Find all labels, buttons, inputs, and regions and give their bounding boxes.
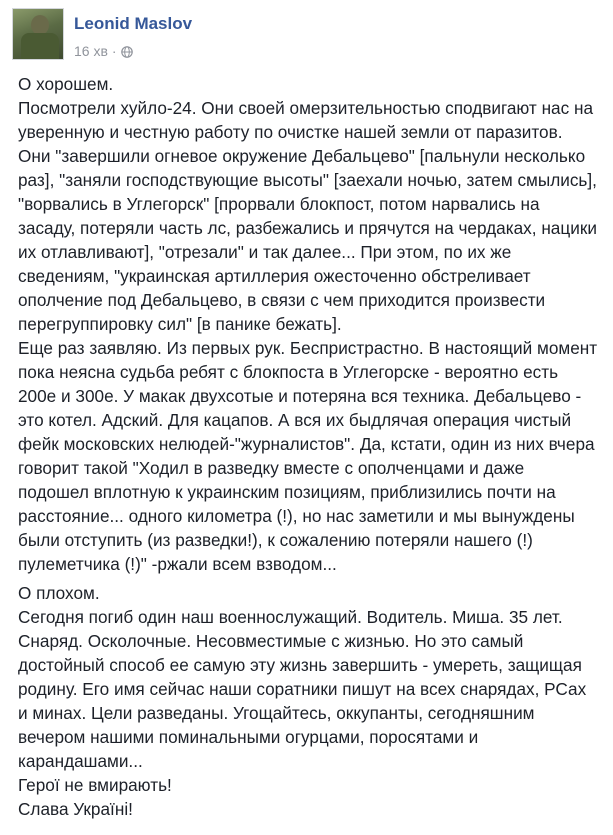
- post-meta: [74, 43, 133, 61]
- separator-dot: ·: [111, 43, 117, 59]
- post-paragraph-good: О хорошем. Посмотрели хуйло-24. Они своей омерзительностью сподвигают нас на уверенную и честную работу по очистке нашей земли от паразитов. Они "завершили огневое окружение Дебальцево" [пальнули несколько раз], "заняли господствующие высоты" [заехали ночью, затем смылись], "ворвались в Углегорск" [прорвали блокпост, потом нарвались на засаду, потеряли часть лс, разбежались и прячутся на чердаках, нацики их отлавливают], "отрезали" и так далее... При этом, по их же сведениям, "украинская артиллерия ожесточенно обстреливает ополчение под Дебальцево, в связи с чем приходится произвести перегруппировку сил" [в панике бежать]. Еще раз заявляю. Из первых рук. Беспристрастно. В настоящий момент пока неясна судьба ребят с блокпоста в Углегорске - вероятно есть 200е и 300е. У макак двухсотые и потеряна вся техника. Дебальцево - это котел. Адский. Для кацапов. А вся их быдлячая операция чистый фейк московских нелюдей-"журналистов". Да, кстати, один из них вчера говорит такой "Ходил в разведку вместе с ополченцами и даже подошел вплотную к украинским позициям, приблизились почти на расстояние... одного километра (!), но нас заметили и мы вынуждены были отступить (из разведки!), к сожалению потеряли нашего (!) пулеметчика (!)" -ржали всем взводом...: [18, 74, 598, 574]
- author-name-link[interactable]: Leonid Maslov: [74, 14, 193, 33]
- post-timestamp[interactable]: 16 хв: [74, 43, 108, 59]
- globe-icon[interactable]: [121, 45, 133, 61]
- post-body: [18, 72, 598, 821]
- avatar[interactable]: [12, 8, 64, 60]
- post-paragraph-bad: О плохом. Сегодня погиб один наш военнослужащий. Водитель. Миша. 35 лет. Снаряд. Осколочные. Несовместимые с жизнью. Но это самый достойный способ ее самую эту жизнь завершить - умереть, защищая родину. Его имя сейчас наши соратники пишут на всех снарядах, РСах и минах. Цели разведаны. Угощайтесь, оккупанты, сегодняшним вечером нашими поминальными огурцами, поросятами и карандашами... Герої не вмирають! Слава Україні!: [18, 583, 587, 819]
